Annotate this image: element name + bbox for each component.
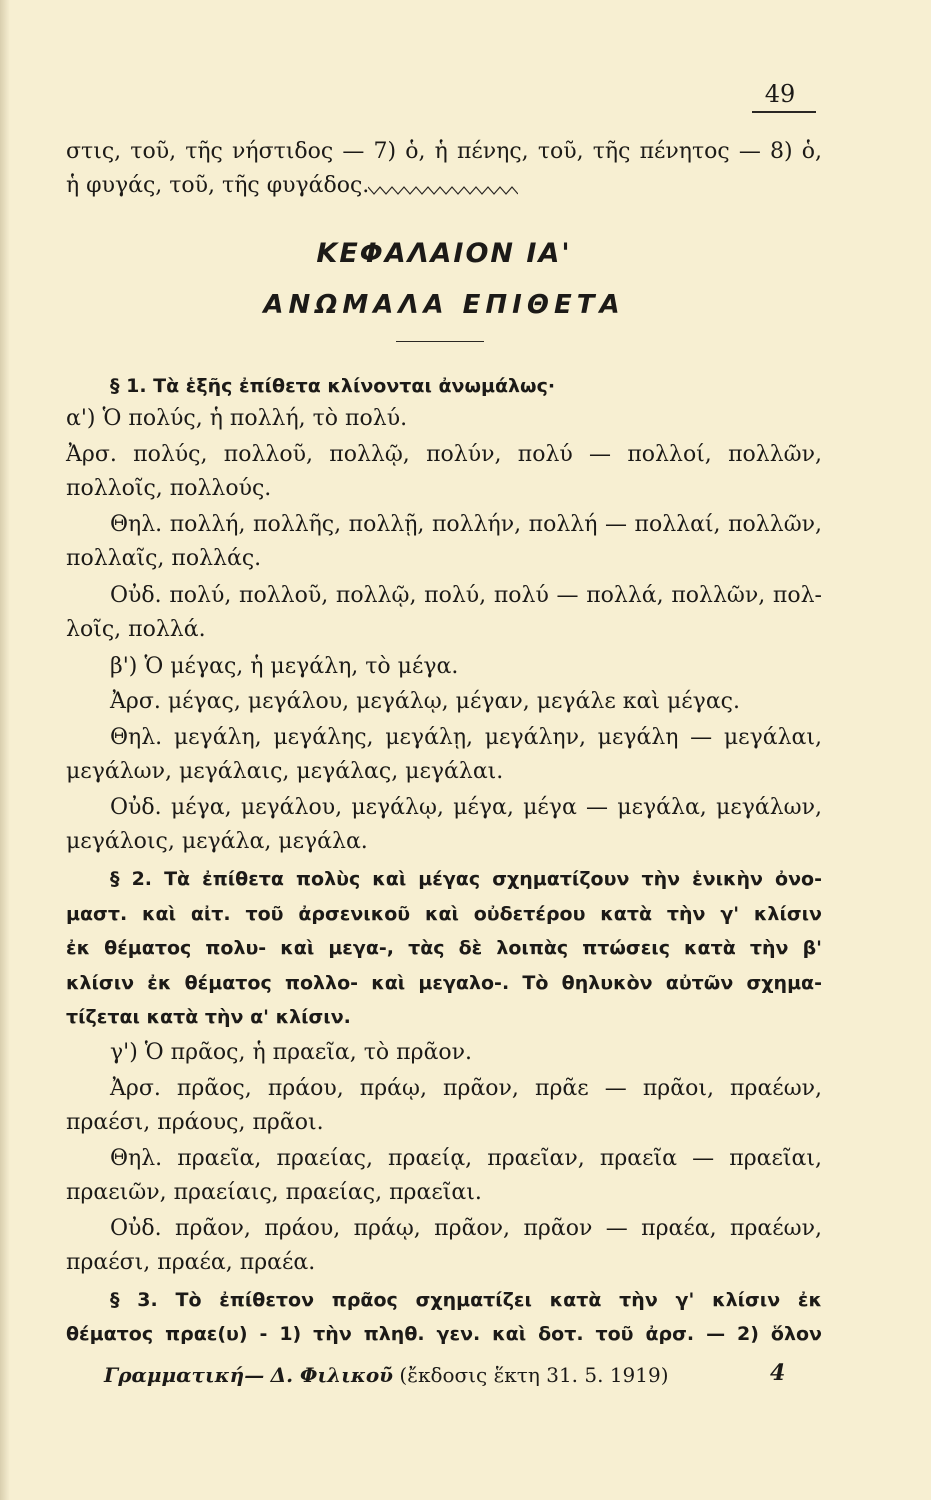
page-number-rule [752,111,816,113]
text-line: μεγάλων, μεγάλαις, μεγάλας, μεγάλαι. [66,759,504,784]
section-2-heading: § 2. Τὰ ἐπίθετα πολὺς καὶ μέγας σχηματίζουν τὴν ἑνικὴν ὀνο- [110,868,822,890]
text-line: ἐκ θέματος πολυ- καὶ μεγα-, τὰς δὲ λοιπὰς πτώσεις κατὰ τὴν β' [66,937,822,959]
section-1-heading: § 1. Τὰ ἑξῆς ἐπίθετα κλίνονται ἀνωμάλως· [110,375,556,397]
text-line: α') Ὁ πολύς, ἡ πολλή, τὸ πολύ. [66,406,408,431]
text-line: πραέσι, πραέα, πραέα. [66,1250,316,1275]
text-line: πολλαῖς, πολλάς. [66,546,262,571]
signature-mark: 4 [770,1360,786,1386]
text-line: Ἀρσ. πολύς, πολλοῦ, πολλῷ, πολύν, πολύ — πολλοί, πολλῶν, [66,442,822,467]
chapter-rule [396,341,484,342]
text-line: μεγάλοις, μεγάλα, μεγάλα. [66,829,368,854]
text-line: Θηλ. μεγάλη, μεγάλης, μεγάλῃ, μεγάλην, μεγάλη — μεγάλαι, [110,725,822,750]
text-line: κλίσιν ἐκ θέματος πολλο- καὶ μεγαλο-. Τὸ θηλυκὸν αὐτῶν σχημα- [66,972,822,994]
text-line: Οὐδ. πρᾶον, πράου, πράῳ, πρᾶον, πρᾶον — πραέα, πραέων, [110,1216,822,1241]
footer-book: Γραμματική— [104,1363,265,1387]
text-line: θέματος πραε(υ) - 1) τὴν πληθ. γεν. καὶ δοτ. τοῦ ἀρσ. — 2) ὅλον [66,1323,822,1345]
footer-edition: (ἔκδοσις ἕκτη 31. 5. 1919) [399,1363,669,1387]
text-line: β') Ὁ μέγας, ἡ μεγάλη, τὸ μέγα. [110,654,459,679]
text-line: πραέσι, πράους, πρᾶοι. [66,1110,324,1135]
chapter-subtitle: ΑΝΩΜΑΛΑ ΕΠΙΘΕΤΑ [263,290,625,320]
text-line: Οὐδ. μέγα, μεγάλου, μεγάλῳ, μέγα, μέγα — μεγάλα, μεγάλων, [110,795,822,820]
text-line: λοῖς, πολλά. [66,617,206,642]
binding-edge [0,0,10,1500]
text-line: ἡ φυγάς, τοῦ, τῆς φυγάδος. [66,173,370,198]
footer [104,1360,794,1390]
text-line: μαστ. καὶ αἰτ. τοῦ ἀρσενικοῦ καὶ οὐδετέρου κατὰ τὴν γ' κλίσιν [66,903,822,925]
chapter-title: ΚΕΦΑΛΑΙΟΝ ΙΑ' [316,238,572,269]
text-line: πραειῶν, πραείαις, πραείας, πραεῖαι. [66,1180,482,1205]
footer-author: Δ. Φιλικοῦ [270,1363,394,1387]
text-line: Θηλ. πραεῖα, πραείας, πραείᾳ, πραεῖαν, πραεῖα — πραεῖαι, [110,1146,822,1171]
wavy-ornament [368,184,518,198]
text-line: στις, τοῦ, τῆς νήστιδος — 7) ὁ, ἡ πένης, τοῦ, τῆς πένητος — 8) ὁ, [66,139,822,164]
text-line: Ἀρσ. μέγας, μεγάλου, μεγάλῳ, μέγαν, μεγάλε καὶ μέγας. [110,689,740,714]
text-line: Ἀρσ. πρᾶος, πράου, πράῳ, πρᾶον, πρᾶε — πρᾶοι, πραέων, [110,1076,822,1101]
section-3-heading: § 3. Τὸ ἐπίθετον πρᾶος σχηματίζει κατὰ τὴν γ' κλίσιν ἐκ [110,1289,822,1311]
page-number: 49 [764,80,796,108]
text-line: τίζεται κατὰ τὴν α' κλίσιν. [66,1006,351,1028]
text-line: Θηλ. πολλή, πολλῆς, πολλῇ, πολλήν, πολλή — πολλαί, πολλῶν, [110,512,822,537]
text-line: γ') Ὁ πρᾶος, ἡ πραεῖα, τὸ πρᾶον. [110,1040,473,1065]
text-line: πολλοῖς, πολλούς. [66,476,272,501]
text-line: Οὐδ. πολύ, πολλοῦ, πολλῷ, πολύ, πολύ — πολλά, πολλῶν, πολ- [110,583,822,608]
